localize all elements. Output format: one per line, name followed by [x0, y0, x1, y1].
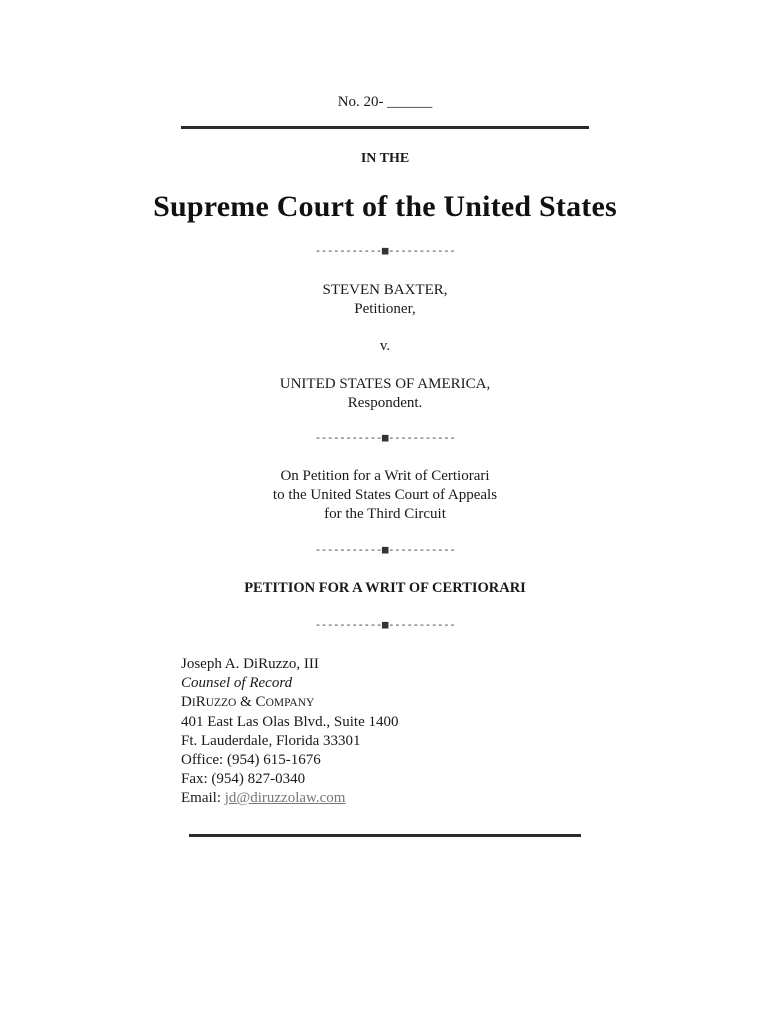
in-the-heading: IN THE	[360, 151, 410, 166]
petitioner-role: Petitioner,	[354, 301, 416, 317]
firm-name: DIRUZZO & COMPANY	[181, 694, 315, 710]
document-title: PETITION FOR A WRIT OF CERTIORARI	[244, 580, 526, 596]
office-phone: Office: (954) 615-1676	[181, 752, 321, 768]
bottom-rule	[189, 834, 581, 837]
top-rule	[181, 126, 589, 129]
email-link[interactable]: jd@diruzzolaw.com	[224, 790, 346, 806]
address-line-1: 401 East Las Olas Blvd., Suite 1400	[181, 714, 399, 730]
counsel-block	[181, 655, 399, 808]
respondent-role: Respondent.	[347, 395, 423, 411]
email-line: Email: jd@diruzzolaw.com	[181, 790, 346, 806]
counsel-name: Joseph A. DiRuzzo, III	[181, 656, 319, 672]
versus: v.	[379, 338, 391, 354]
counsel-title: Counsel of Record	[181, 675, 293, 691]
address-line-2: Ft. Lauderdale, Florida 33301	[181, 733, 361, 749]
petition-line: On Petition for a Writ of Certiorari	[280, 468, 490, 484]
petition-line: for the Third Circuit	[324, 506, 446, 522]
section-divider: -----------■-----------	[314, 431, 456, 444]
respondent-name: UNITED STATES OF AMERICA,	[279, 376, 491, 392]
petition-line: to the United States Court of Appeals	[272, 487, 498, 503]
section-divider: -----------■-----------	[314, 244, 456, 257]
fax-number: Fax: (954) 827-0340	[181, 771, 306, 787]
court-title: Supreme Court of the United States	[153, 190, 617, 223]
section-divider: -----------■-----------	[314, 618, 456, 631]
docket-number: No. 20- ______	[337, 94, 433, 110]
section-divider: -----------■-----------	[314, 543, 456, 556]
petitioner-name: STEVEN BAXTER,	[322, 282, 448, 298]
